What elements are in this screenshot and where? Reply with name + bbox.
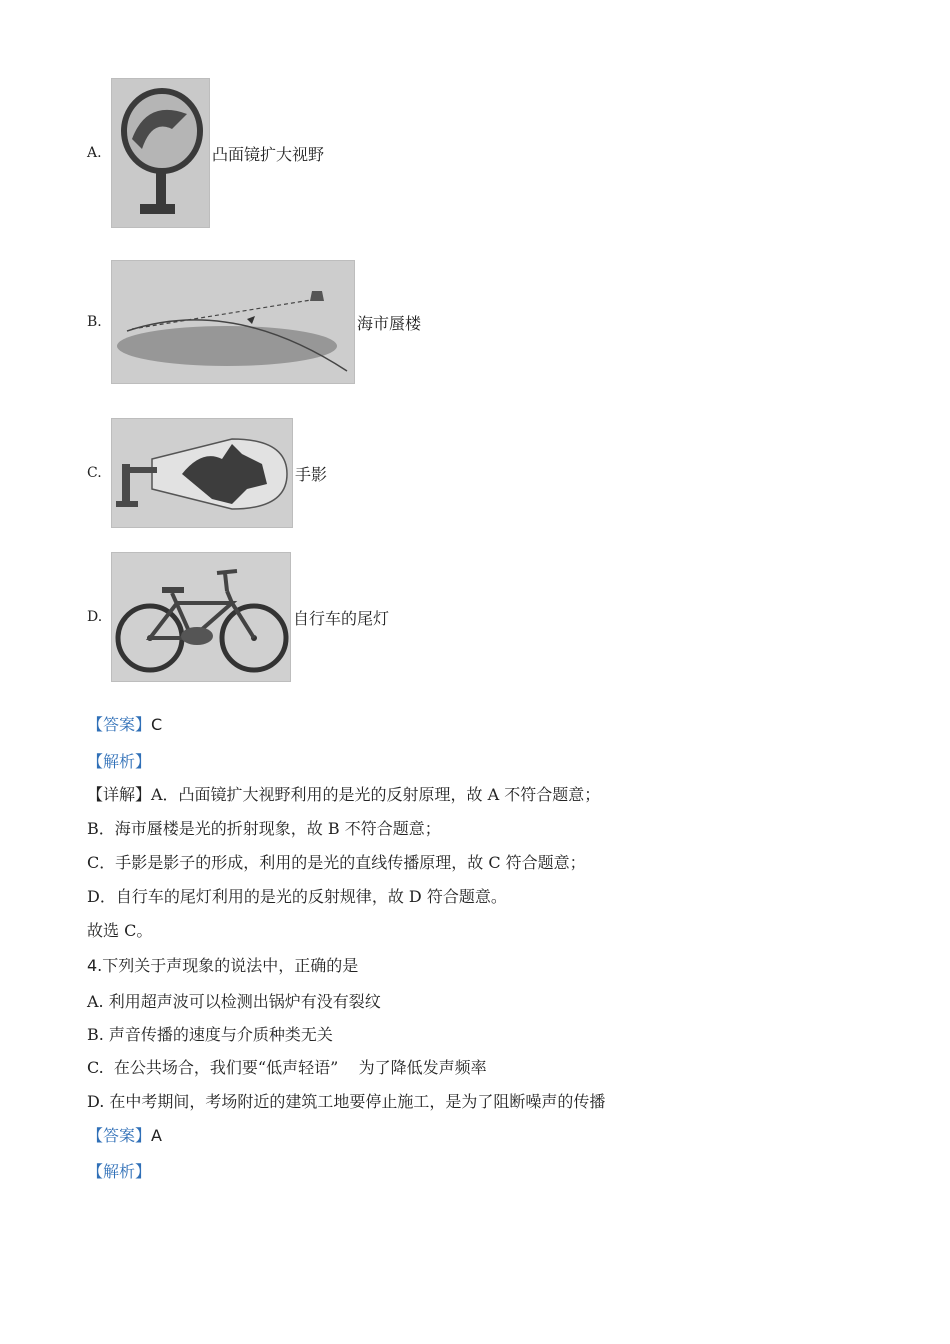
q4-option-c: C. 在公共场合，我们要“低声轻语” 为了降低发声频率 xyxy=(87,1058,487,1077)
answer-tag: 【答案】 xyxy=(87,1126,152,1145)
q3-answer xyxy=(87,712,162,735)
q3-detail-line: B．海市蜃楼是光的折射现象，故 B 不符合题意； xyxy=(87,819,441,838)
answer-value: C xyxy=(151,715,163,734)
analysis-tag: 【解析】 xyxy=(87,752,152,771)
option-letter: D. xyxy=(87,609,103,625)
q4-option-a: A. 利用超声波可以检测出锅炉有没有裂纹 xyxy=(87,992,381,1011)
q3-detail-line: C．手影是影子的形成，利用的是光的直线传播原理，故 C 符合题意； xyxy=(87,853,586,872)
bicycle-image xyxy=(111,552,291,682)
option-b-row xyxy=(87,260,421,384)
q4-option-d: D. 在中考期间，考场附近的建筑工地要停止施工，是为了阻断噪声的传播 xyxy=(87,1092,606,1111)
q3-detail-line: 【详解】A．凸面镜扩大视野利用的是光的反射原理，故 A 不符合题意； xyxy=(87,785,601,804)
option-c-row xyxy=(87,418,327,528)
answer-tag: 【答案】 xyxy=(87,715,152,734)
option-caption: 海市蜃楼 xyxy=(357,313,422,333)
option-caption: 手影 xyxy=(295,464,328,484)
q4-answer xyxy=(87,1123,162,1146)
answer-value: A xyxy=(151,1126,162,1145)
q3-conclusion: 故选 C。 xyxy=(87,921,153,940)
analysis-tag: 【解析】 xyxy=(87,1162,152,1181)
question-text: 下列关于声现象的说法中，正确的是 xyxy=(102,956,359,975)
q4-analysis-tag xyxy=(87,1159,151,1182)
option-caption: 凸面镜扩大视野 xyxy=(212,144,325,164)
q3-detail-line: D．自行车的尾灯利用的是光的反射规律，故 D 符合题意。 xyxy=(87,887,507,906)
option-letter: B. xyxy=(87,314,102,330)
option-letter: A. xyxy=(87,145,102,161)
convex-mirror-image xyxy=(111,78,210,228)
option-a-row xyxy=(87,78,324,228)
option-letter: C. xyxy=(87,465,102,481)
q4-option-b: B. 声音传播的速度与介质种类无关 xyxy=(87,1025,333,1044)
hand-shadow-image xyxy=(111,418,293,528)
mirage-image xyxy=(111,260,355,384)
q3-analysis-tag xyxy=(87,749,151,772)
q4-stem xyxy=(87,953,358,976)
option-caption: 自行车的尾灯 xyxy=(293,608,390,628)
option-d-row xyxy=(87,552,389,682)
question-number: 4. xyxy=(87,956,103,975)
